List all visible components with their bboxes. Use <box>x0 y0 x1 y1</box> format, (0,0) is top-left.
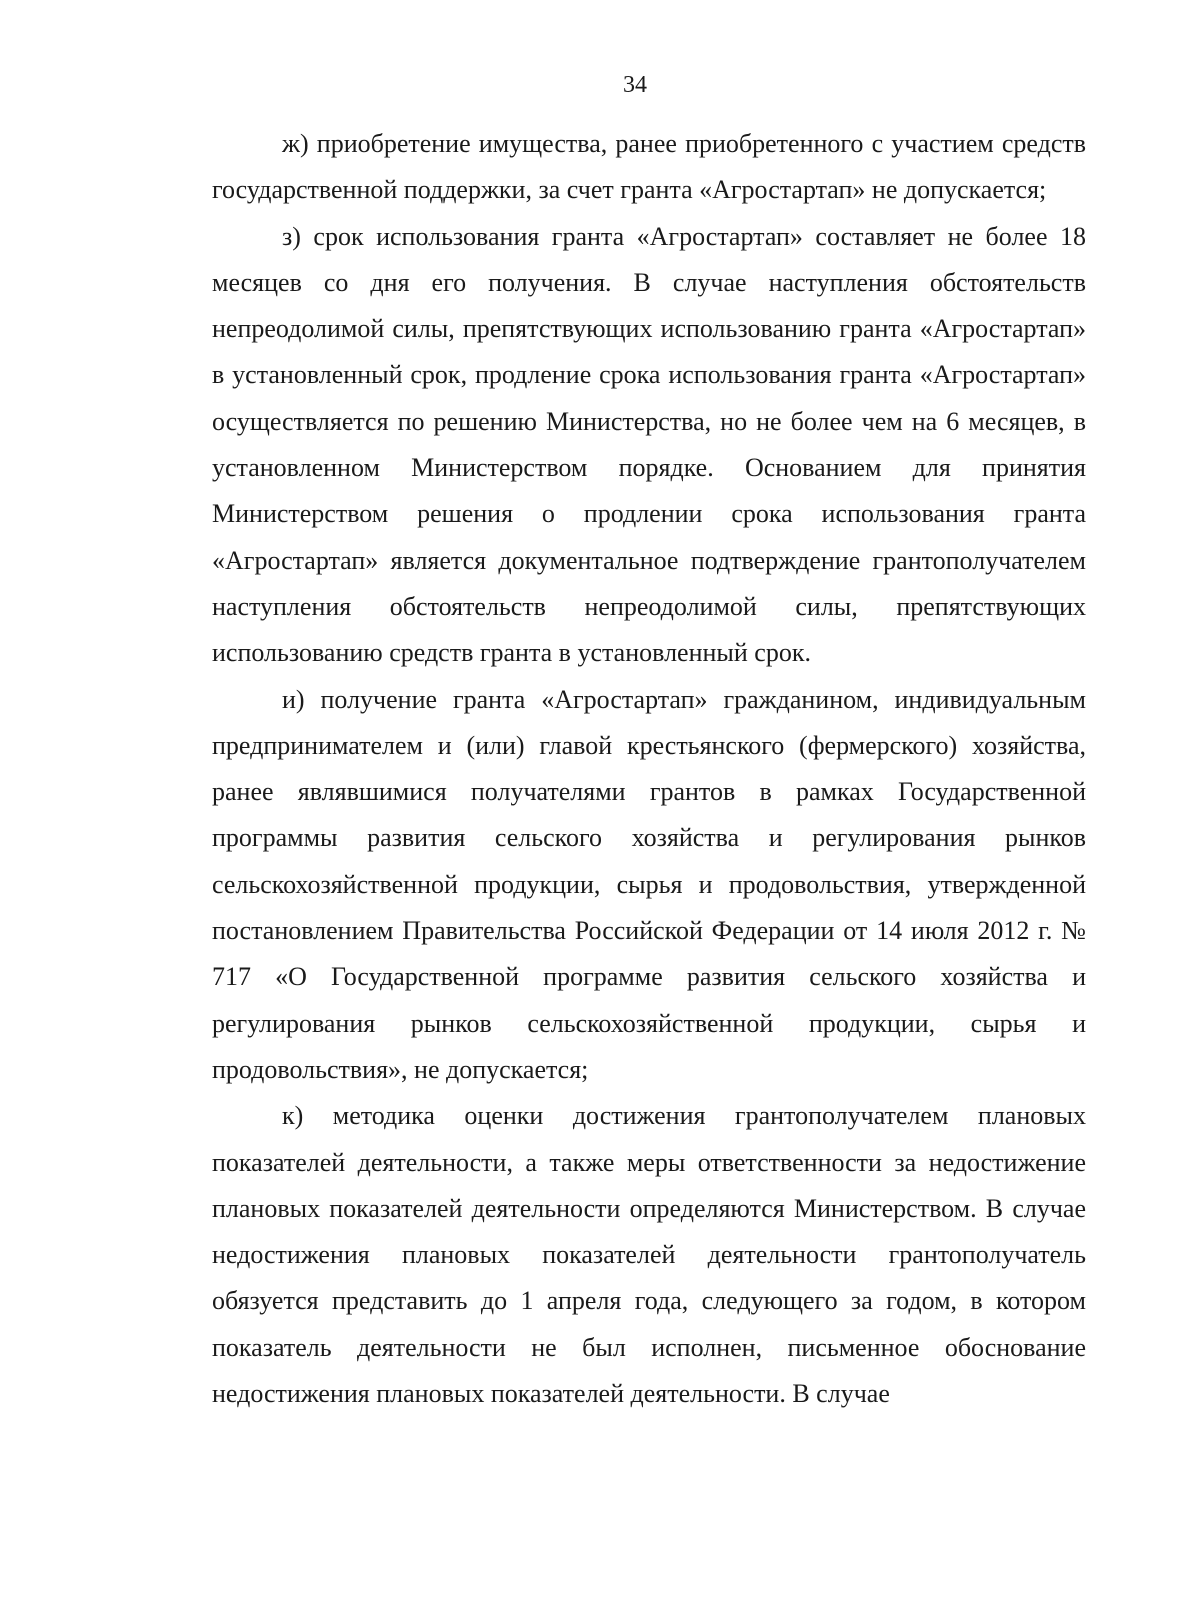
paragraph-k: к) методика оценки достижения грантополучателем плановых показателей деятельности, а также меры ответственности за недостижение плановых показателей деятельности определяются Министерством. В случае недостижения плановых показателей деятельности грантополучатель обязуется представить до 1 апреля года, следующего за годом, в котором показатель деятельности не был исполнен, письменное обоснование недостижения плановых показателей деятельности. В случае <box>212 1101 1086 1409</box>
document-body <box>212 121 1086 1417</box>
paragraph-zh: ж) приобретение имущества, ранее приобретенного с участием средств государственной поддержки, за счет гранта «Агростартап» не допускается; <box>212 129 1086 205</box>
paragraph-i: и) получение гранта «Агростартап» гражданином, индивидуальным предпринимателем и (или) главой крестьянского (фермерского) хозяйства, ранее являвшимися получателями грантов в рамках Государственной программы развития сельского хозяйства и регулирования рынков сельскохозяйственной продукции, сырья и продовольствия, утвержденной постановлением Правительства Российской Федерации от 14 июля 2012 г. № 717 «О Государственной программе развития сельского хозяйства и регулирования рынков сельскохозяйственной продукции, сырья и продовольствия», не допускается; <box>212 684 1086 1084</box>
paragraph-z: з) срок использования гранта «Агростартап» составляет не более 18 месяцев со дня его получения. В случае наступления обстоятельств непреодолимой силы, препятствующих использованию гранта «Агростартап» в установленный срок, продление срока использования гранта «Агростартап» осуществляется по решению Министерства, но не более чем на 6 месяцев, в установленном Министерством порядке. Основанием для принятия Министерством решения о продлении срока использования гранта «Агростартап» является документальное подтверждение грантополучателем наступления обстоятельств непреодолимой силы, препятствующих использованию средств гранта в установленный срок. <box>212 221 1086 668</box>
page-number: 34 <box>623 72 647 98</box>
